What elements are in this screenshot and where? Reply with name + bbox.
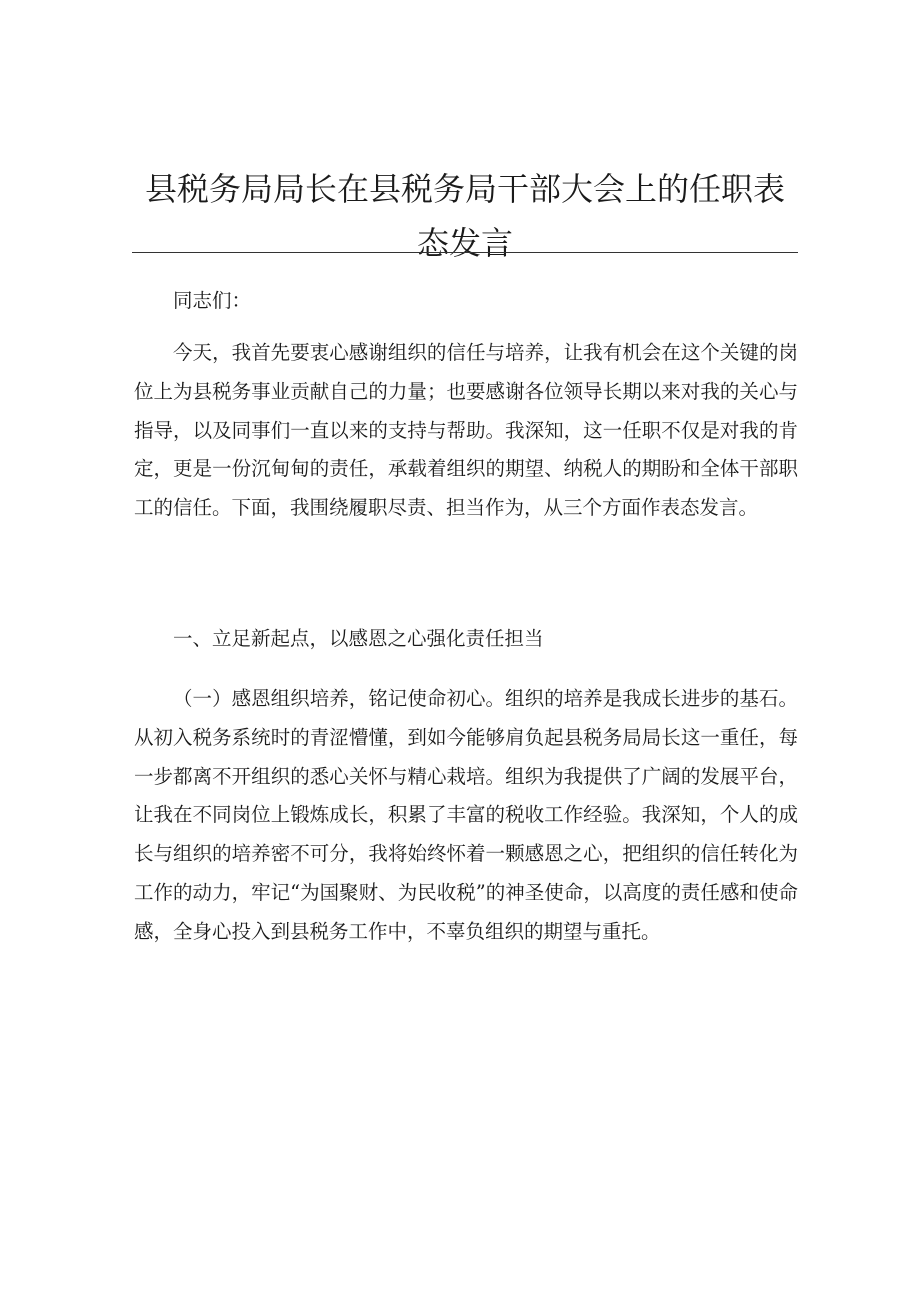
paragraph-opening: 今天，我首先要衷心感谢组织的信任与培养，让我有机会在这个关键的岗位上为县税务事业贡献自己的力量；也要感谢各位领导长期以来对我的关心与指导，以及同事们一直以来的支持与帮助。我深知，这一任职不仅是对我的肯定，更是一份沉甸甸的责任，承载着组织的期望、纳税人的期盼和全体干部职工的信任。下面，我围绕履职尽责、担当作为，从三个方面作表态发言。	[134, 341, 798, 520]
title-underline	[132, 252, 798, 253]
paragraph-subsection-1: （一）感恩组织培养，铭记使命初心。组织的培养是我成长进步的基石。从初入税务系统时的青涩懵懂，到如今能够肩负起县税务局局长这一重任，每一步都离不开组织的悉心关怀与精心栽培。组织为我提供了广阔的发展平台，让我在不同岗位上锻炼成长，积累了丰富的税收工作经验。我深知，个人的成长与组织的培养密不可分，我将始终怀着一颗感恩之心，把组织的信任转化为工作的动力，牢记“为国聚财、为民收税”的神圣使命，以高度的责任感和使命感，全身心投入到县税务工作中，不辜负组织的期望与重托。	[134, 687, 798, 943]
section-heading-1: 一、立足新起点，以感恩之心强化责任担当	[173, 627, 544, 650]
salutation: 同志们：	[173, 289, 252, 312]
document-title: 县税务局局长在县税务局干部大会上的任职表态发言	[144, 170, 785, 262]
